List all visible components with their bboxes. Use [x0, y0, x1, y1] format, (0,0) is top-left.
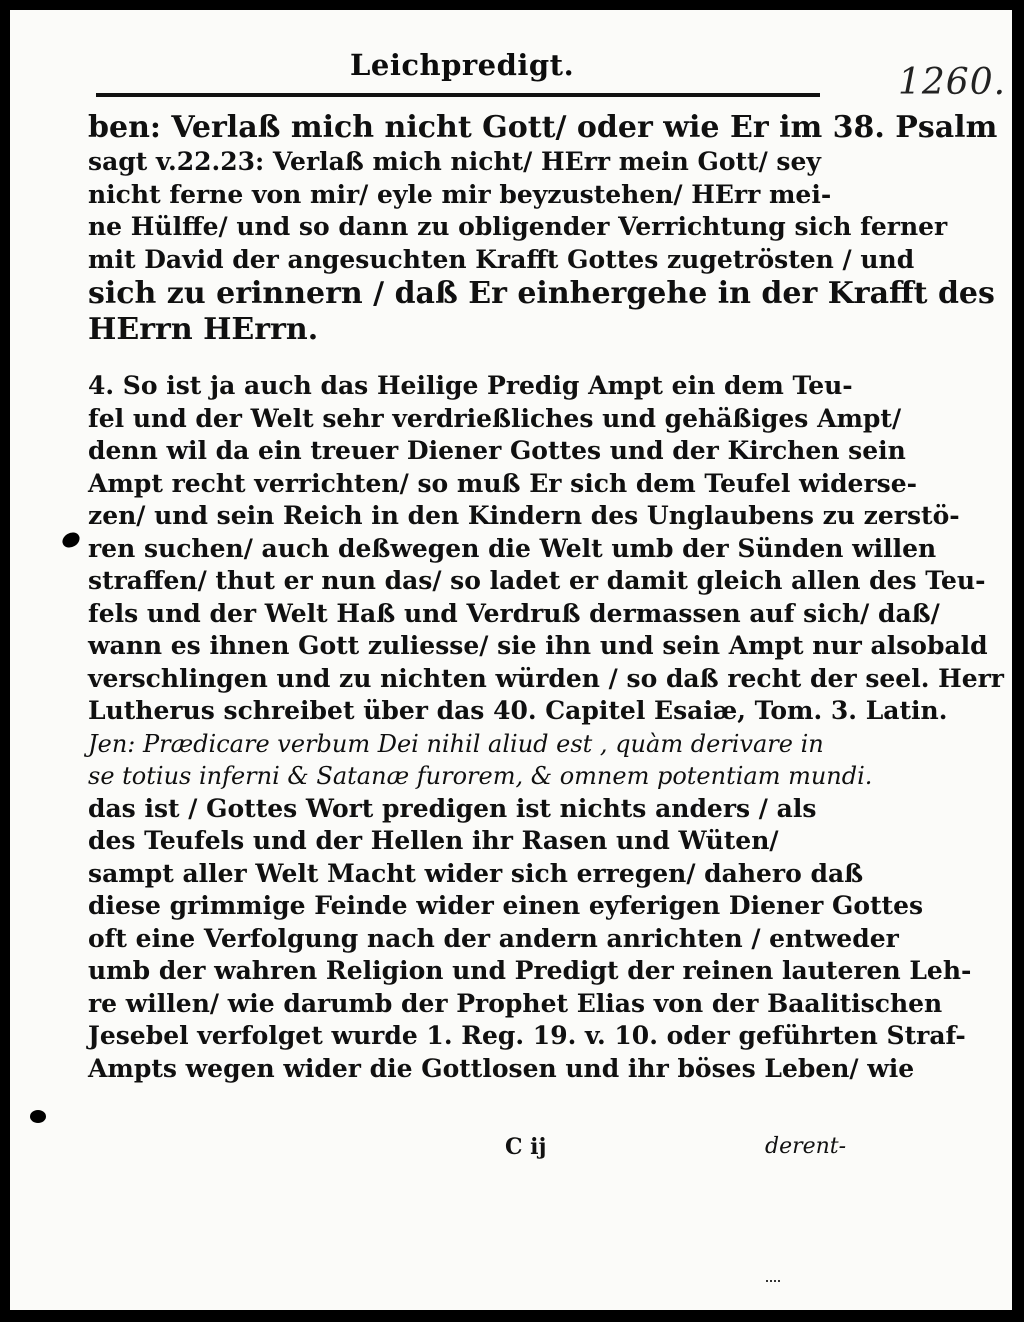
latin-quote-line: se totius inferni & Satanæ furorem, & omnem potentiam mundi. — [88, 762, 873, 790]
text-line: fel und der Welt sehr verdrießliches und gehäßiges Ampt/ — [88, 403, 902, 433]
text-line: 4. So ist ja auch das Heilige Predig Ampt ein dem Teu- — [88, 371, 853, 400]
text-line: verschlingen und zu nichten würden / so daß recht der seel. Herr — [88, 663, 1004, 693]
text-line: diese grimmige Feinde wider einen eyferigen Diener Gottes — [88, 891, 924, 920]
text-line: wann es ihnen Gott zuliesse/ sie ihn und sein Ampt nur alsobald — [88, 631, 988, 660]
text-line: fels und der Welt Haß und Verdruß dermassen auf sich/ daß/ — [88, 598, 940, 628]
text-line: Ampts wegen wider die Gottlosen und ihr böses Leben/ wie — [88, 1053, 915, 1083]
text-line: des Teufels und der Hellen ihr Rasen und Wüten/ — [88, 826, 779, 855]
text-line: Jesebel verfolget wurde 1. Reg. 19. v. 10. oder geführten Straf- — [88, 1021, 966, 1050]
latin-quote-line: Jen: Prædicare verbum Dei nihil aliud est , quàm derivare in — [88, 729, 824, 758]
text-line: Ampt recht verrichten/ so muß Er sich dem Teufel widerse- — [88, 468, 917, 498]
text-line: oft eine Verfolgung nach der andern anrichten / entweder — [88, 923, 899, 953]
text-line: mit David der angesuchten Krafft Gottes zugetrösten / und — [88, 244, 915, 274]
folio-number: 1260. — [898, 62, 1007, 103]
text-line: sagt v.22.23: Verlaß mich nicht/ HErr mein Gott/ sey — [88, 147, 821, 176]
text-line: sampt aller Welt Macht wider sich erregen/ dahero daß — [88, 858, 864, 888]
catchword: derent- — [765, 1134, 847, 1159]
text-line: sich zu erinnern / daß Er einhergehe in der Krafft des — [88, 276, 995, 311]
text-line: ren suchen/ auch deßwegen die Welt umb der Sünden willen — [88, 533, 937, 563]
text-line: umb der wahren Religion und Predigt der reinen lauteren Leh- — [88, 956, 972, 985]
body-text — [88, 110, 1004, 1085]
text-line: HErrn HErrn. — [88, 312, 319, 347]
text-line: ben: Verlaß mich nicht Gott/ oder wie Er im 38. Psalm — [88, 110, 998, 145]
text-line: zen/ und sein Reich in den Kindern des Unglaubens zu zerstö- — [88, 501, 960, 530]
ink-blot — [30, 1110, 46, 1123]
text-line: das ist / Gottes Wort predigen ist nichts anders / als — [88, 793, 817, 823]
running-head: Leichpredigt. — [350, 48, 575, 82]
signature-mark: C ij — [505, 1134, 547, 1160]
head-rule — [96, 93, 820, 97]
paper-speck — [766, 1272, 780, 1282]
text-line: re willen/ wie darumb der Prophet Elias von der Baalitischen — [88, 988, 943, 1018]
ink-blot — [60, 529, 83, 550]
book-page — [10, 10, 1012, 1310]
text-line: nicht ferne von mir/ eyle mir beyzustehen/ HErr mei- — [88, 179, 832, 209]
text-line: Lutherus schreibet über das 40. Capitel Esaiæ, Tom. 3. Latin. — [88, 696, 948, 725]
text-line: straffen/ thut er nun das/ so ladet er damit gleich allen des Teu- — [88, 566, 986, 595]
paragraph-gap — [88, 348, 848, 370]
text-line: denn wil da ein treuer Diener Gottes und der Kirchen sein — [88, 436, 906, 465]
text-line: ne Hülffe/ und so dann zu obligender Verrichtung sich ferner — [88, 212, 948, 241]
